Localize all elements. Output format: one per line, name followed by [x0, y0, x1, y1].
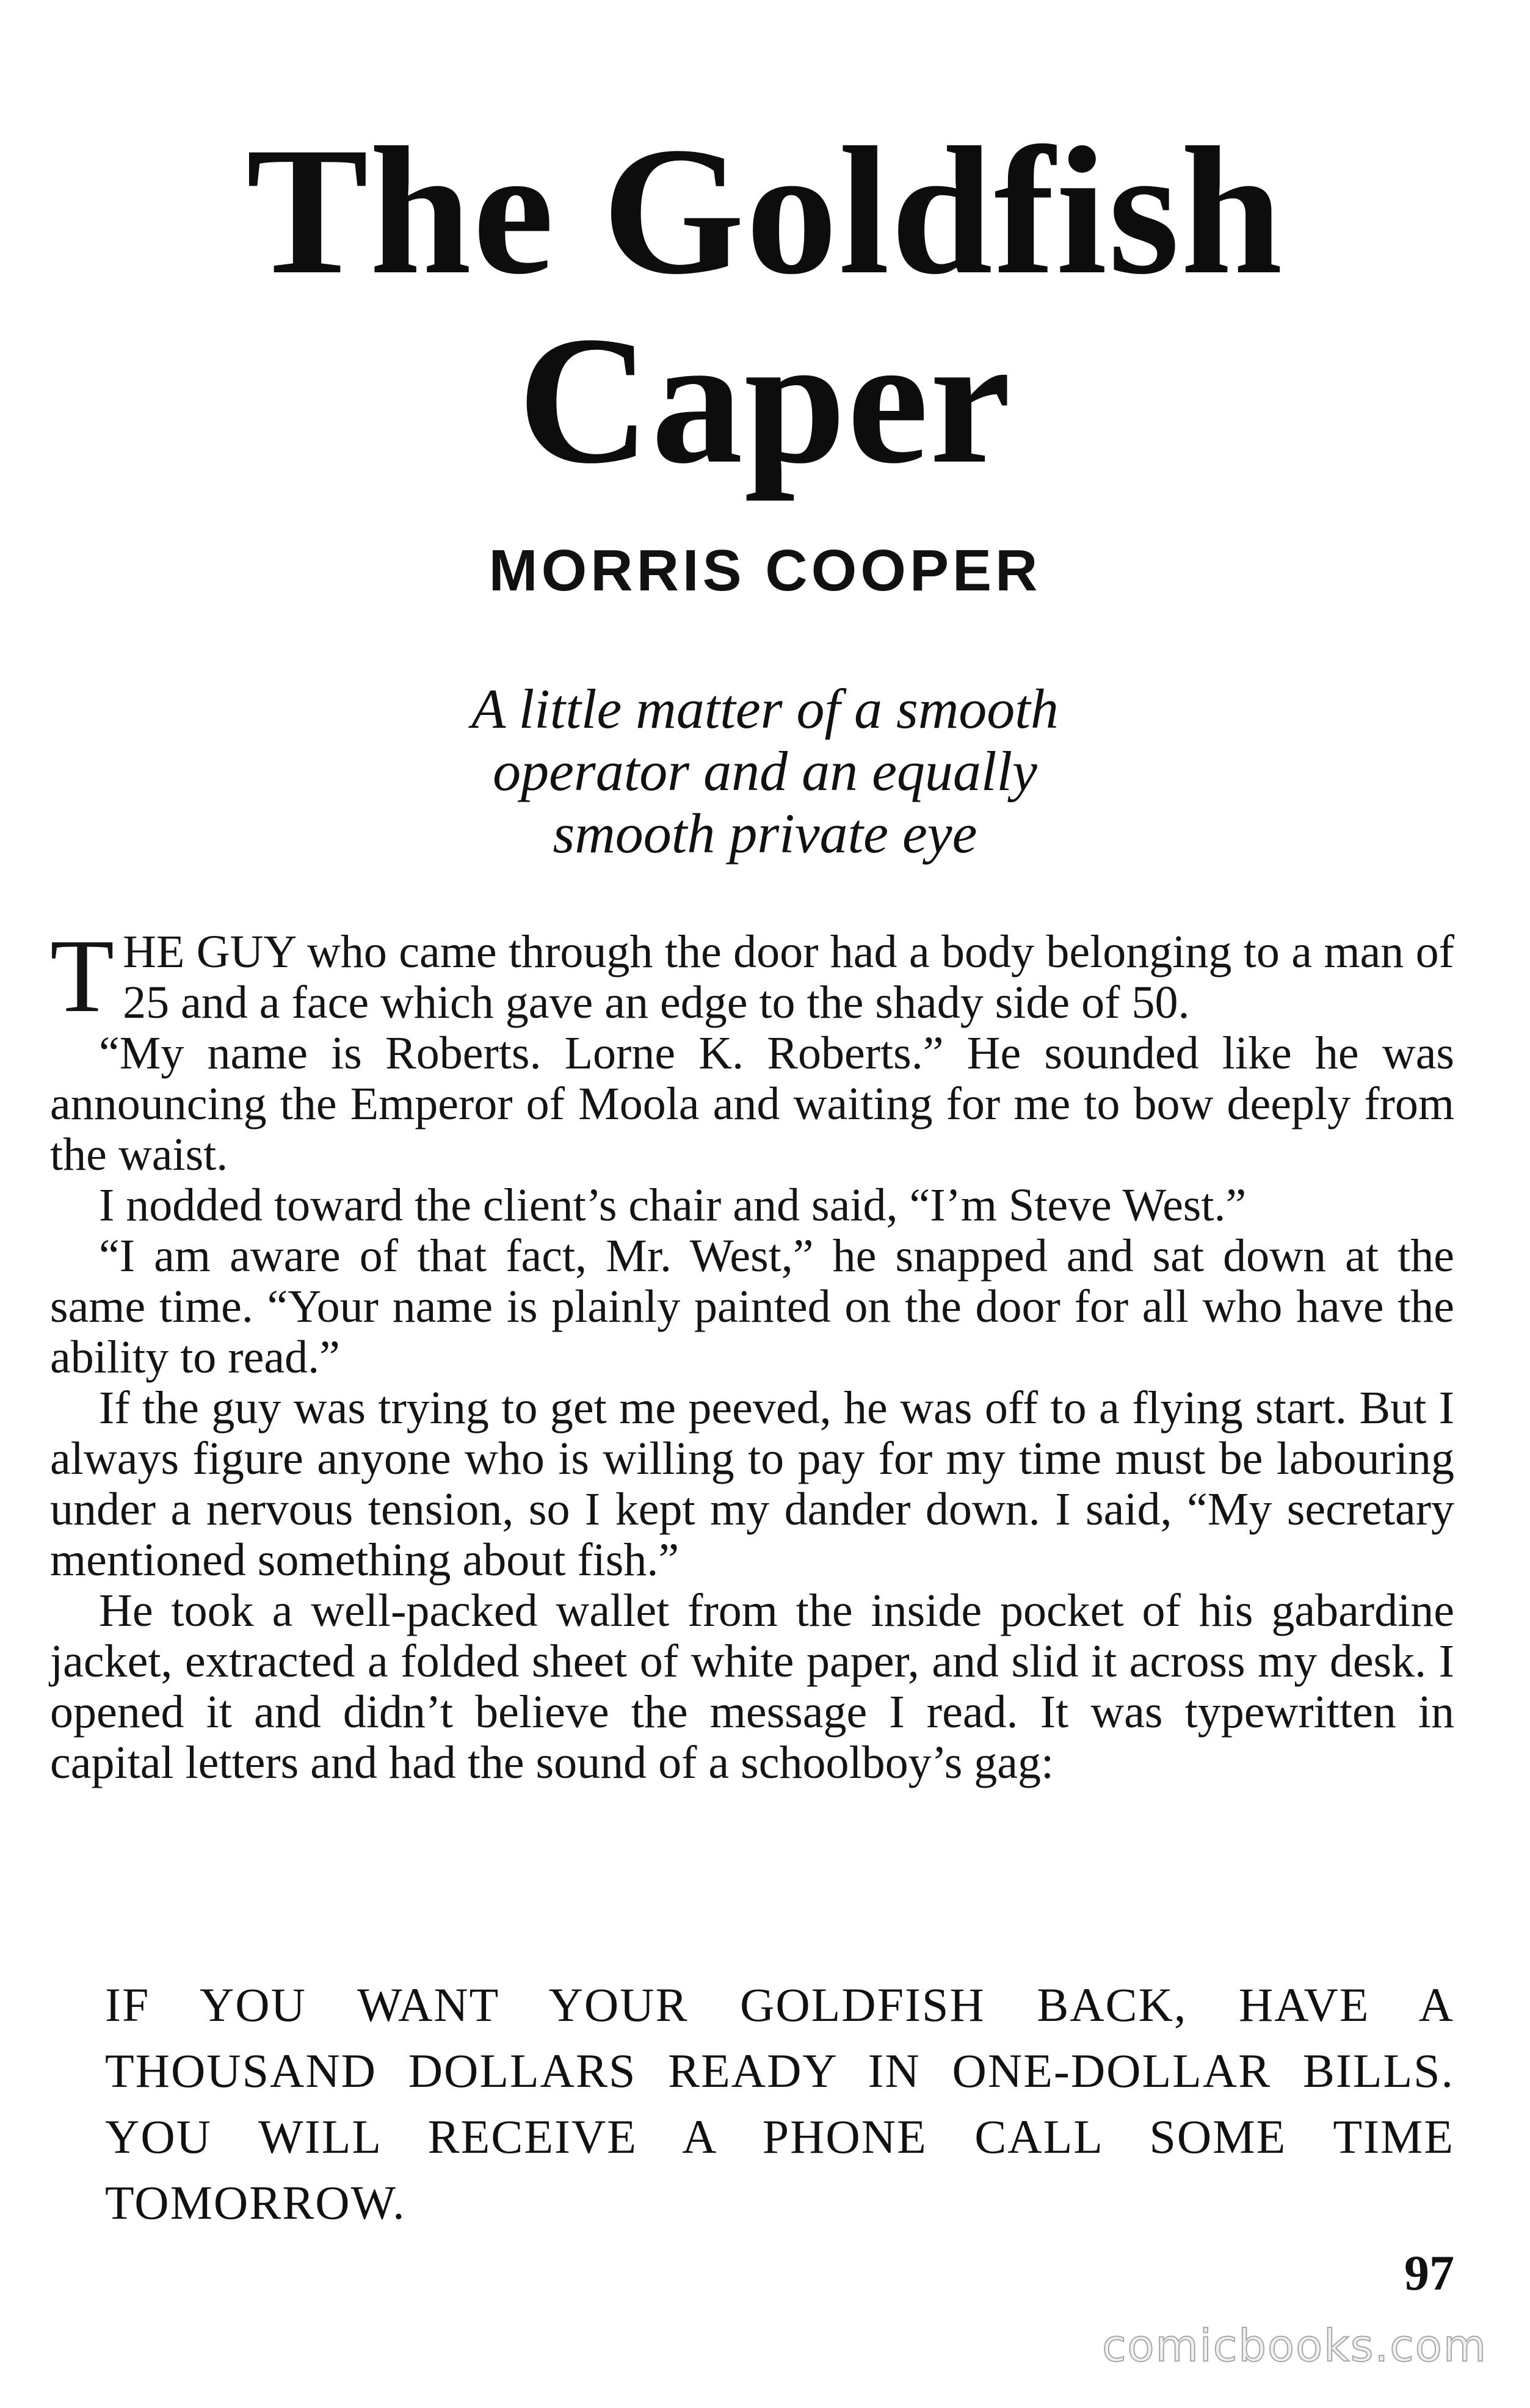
watermark: comicbooks.com [1101, 2320, 1487, 2371]
paragraph: If the guy was trying to get me peeved, he was off to a flying start. But I always figure anyone who is willing to pay for my time must be labouring under a nervous tension, so I kept my dander down. I said, “My secretary mentioned something about fish.” [50, 1382, 1454, 1586]
tagline-line: A little matter of a smooth [471, 678, 1059, 740]
paragraph: He took a well-packed wallet from the inside pocket of his gabardine jacket, extracted a folded sheet of white paper, and slid it across my desk. I opened it and didn’t believe the message I read. It was typewritten in capital letters and had the sound of a schoolboy’s gag: [50, 1585, 1454, 1788]
tagline-line: smooth private eye [553, 802, 977, 865]
author-byline: MORRIS COOPER [488, 538, 1042, 603]
title-line-2: Caper [518, 299, 1012, 501]
ransom-note: IF YOU WANT YOUR GOLDFISH BACK, HAVE A THOUSAND DOLLARS READY IN ONE-DOLLAR BILLS. YOU WILL RECEIVE A PHONE CALL SOME TIME TOMORROW. [105, 1978, 1454, 2229]
tagline-line: operator and an equally [493, 740, 1037, 802]
paragraph [50, 918, 1454, 1034]
paragraph: “My name is Roberts. Lorne K. Roberts.” He sounded like he was announcing the Emperor of Moola and waiting for me to bow deeply from the waist. [50, 1028, 1454, 1180]
story-tagline [0, 678, 1530, 865]
page-number: 97 [1404, 2245, 1454, 2301]
paragraph-text: HE GUY who came through the door had a body belonging to a man of 25 and a face which gave an edge to the shady side of 50. [123, 926, 1454, 1028]
story-title [0, 109, 1530, 501]
story-body [50, 918, 1454, 1788]
paragraph: I nodded toward the client’s chair and said, “I’m Steve West.” [99, 1180, 1247, 1231]
title-line-1: The Goldfish [246, 109, 1284, 312]
paragraph: “I am aware of that fact, Mr. West,” he snapped and sat down at the same time. “Your name is plainly painted on the door for all who have the ability to read.” [50, 1230, 1454, 1383]
drop-cap: T [50, 918, 115, 1034]
